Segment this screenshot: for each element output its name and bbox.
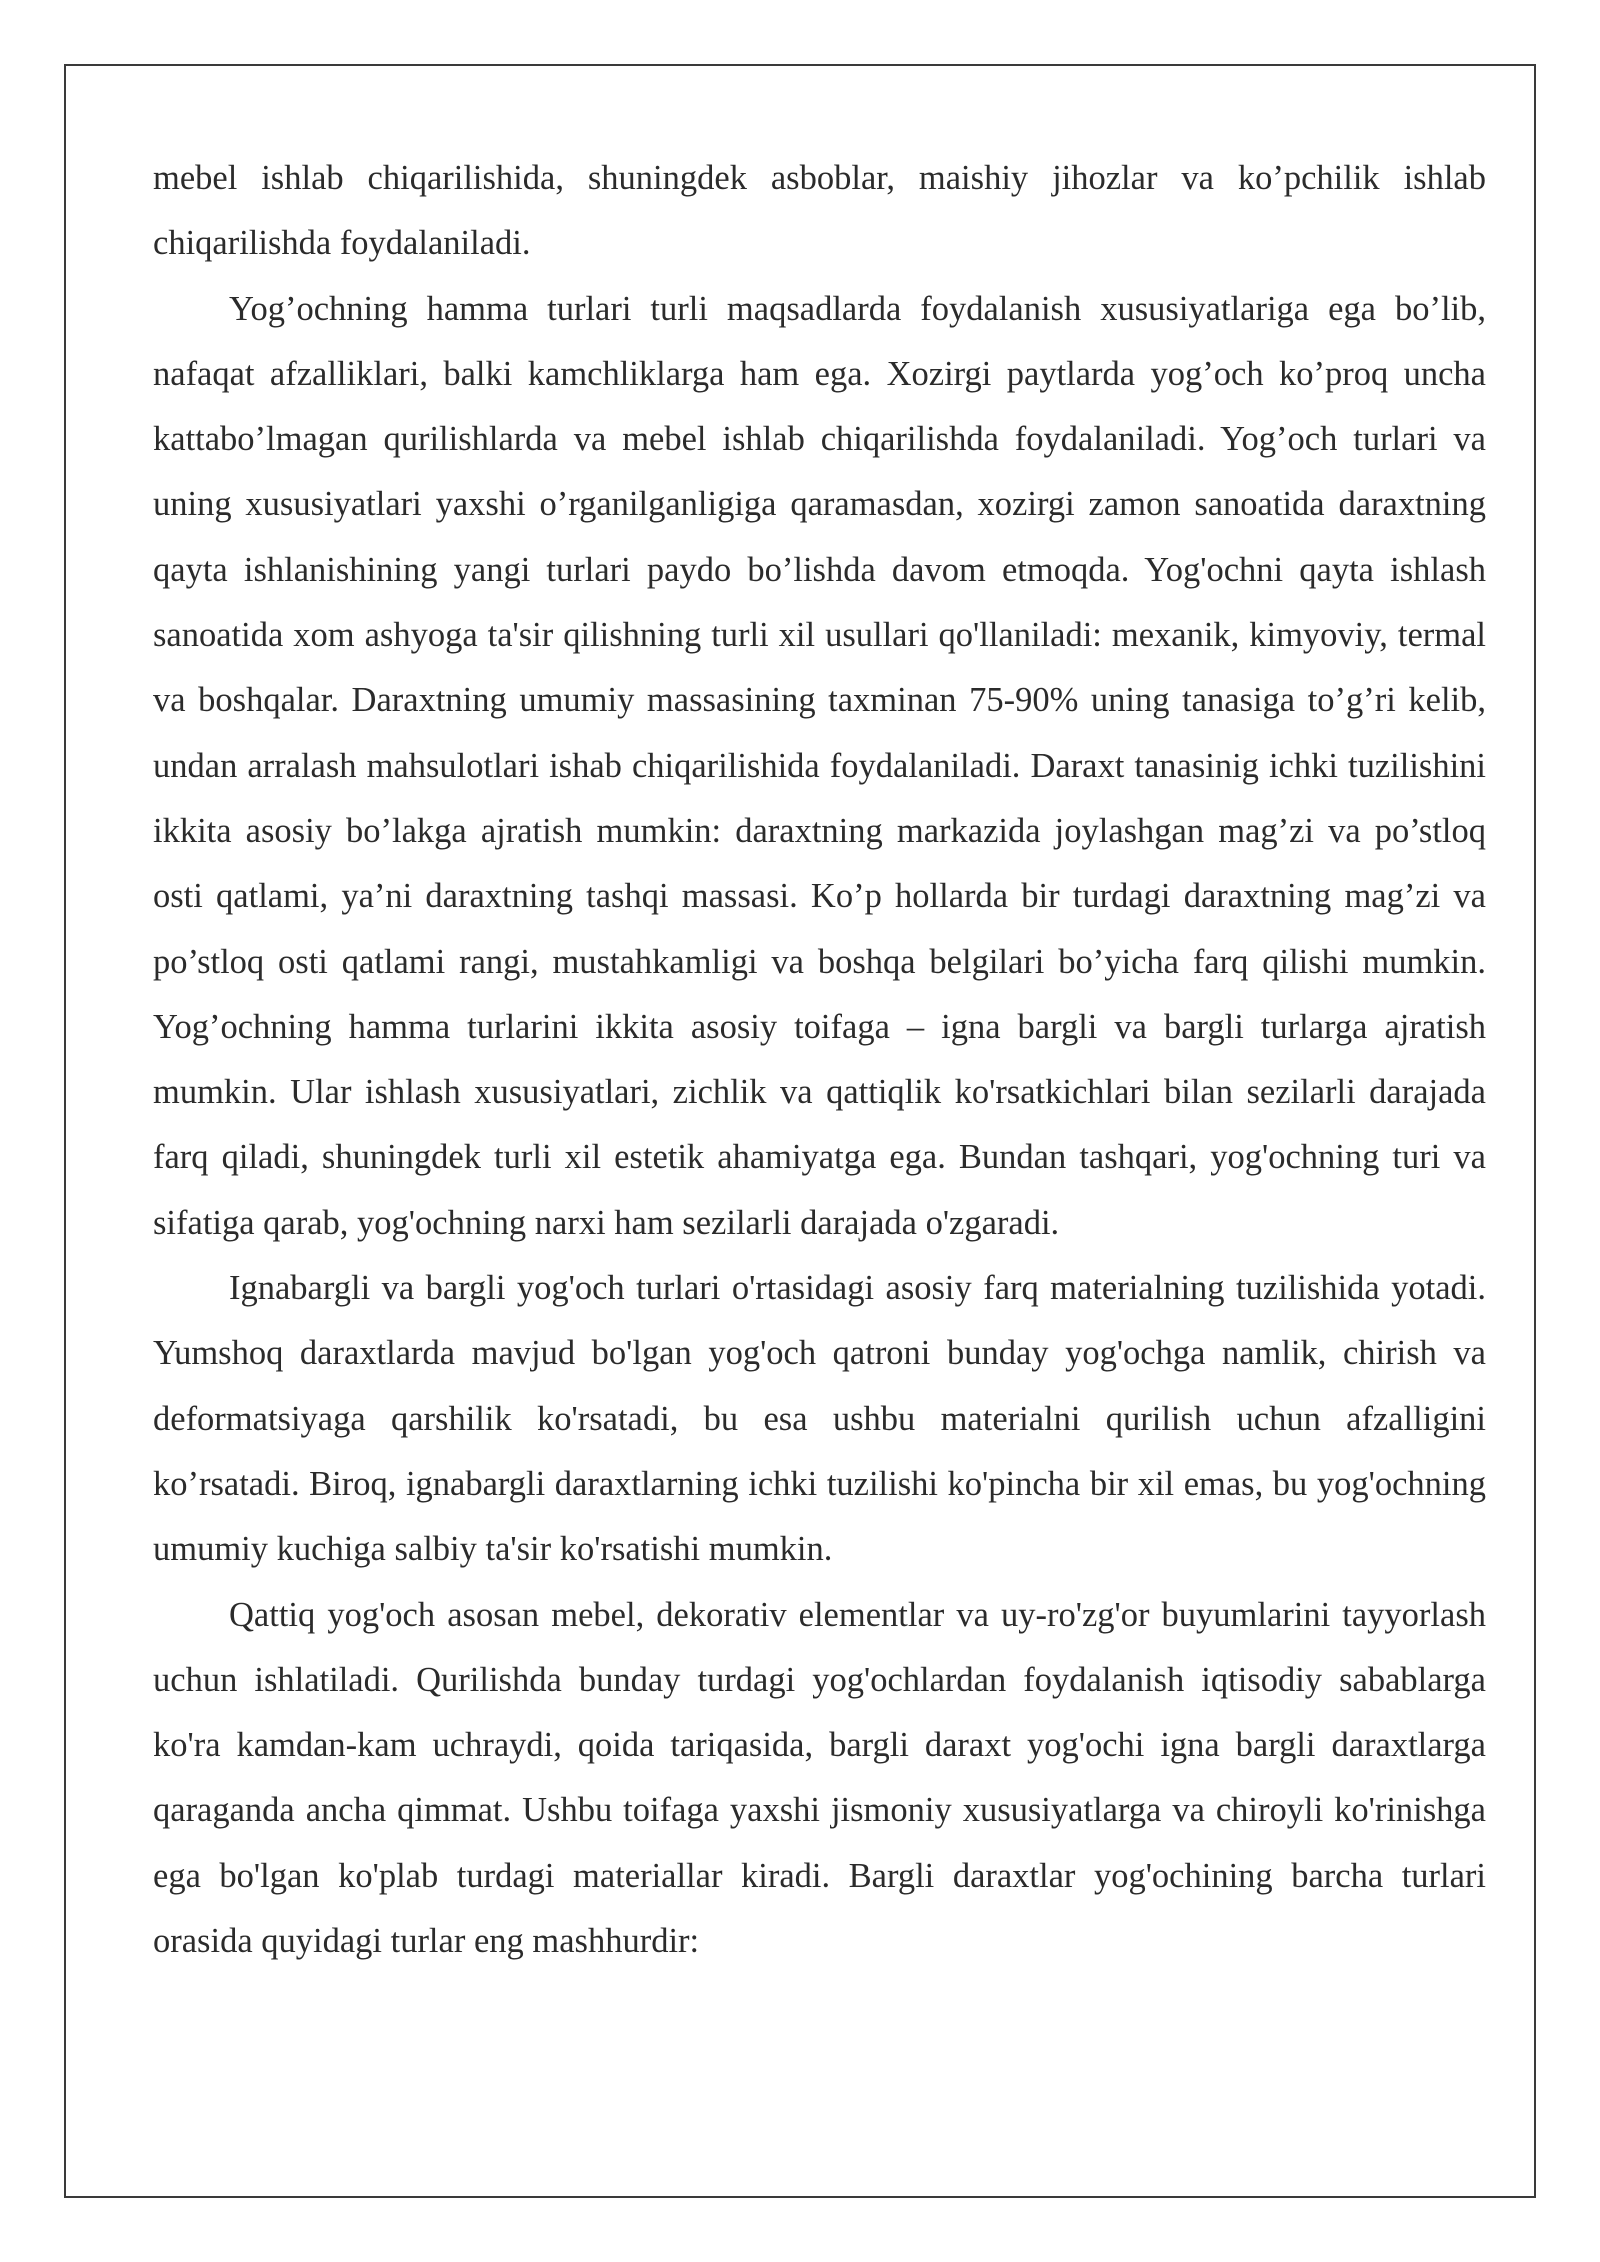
paragraph-4: Qattiq yog'och asosan mebel, dekorativ elementlar va uy-ro'zg'or buyumlarini tayyorlash uchun ishlatiladi. Qurilishda bunday turdagi yog'ochlardan foydalanish iqtisodiy sabablarga ko'ra kamdan-kam uchraydi, qoida tariqasida, bargli daraxt yog'ochi igna bargli daraxtlarga qaraganda ancha qimmat. Ushbu toifaga yaxshi jismoniy xususiyatlarga va chiroyli ko'rinishga ega bo'lgan ko'plab turdagi materiallar kiradi. Bargli daraxtlar yog'ochining barcha turlari orasida quyidagi turlar eng mashhurdir:: [153, 1595, 1486, 1961]
document-body: [153, 146, 1486, 1974]
paragraph-2: Yog’ochning hamma turlari turli maqsadlarda foydalanish xususiyatlariga ega bo’lib, nafaqat afzalliklari, balki kamchliklarga ham ega. Xozirgi paytlarda yog’och ko’proq uncha kattabo’lmagan qurilishlarda va mebel ishlab chiqarilishda foydalaniladi. Yog’och turlari va uning xususiyatlari yaxshi o’rganilganligiga qaramasdan, xozirgi zamon sanoatida daraxtning qayta ishlanishining yangi turlari paydo bo’lishda davom etmoqda. Yog'ochni qayta ishlash sanoatida xom ashyoga ta'sir qilishning turli xil usullari qo'llaniladi: mexanik, kimyoviy, termal va boshqalar. Daraxtning umumiy massasining taxminan 75-90% uning tanasiga to’g’ri kelib, undan arralash mahsulotlari ishab chiqarilishida foydalaniladi. Daraxt tanasinig ichki tuzilishini ikkita asosiy bo’lakga ajratish mumkin: daraxtning markazida joylashgan mag’zi va po’stloq osti qatlami, ya’ni daraxtning tashqi massasi. Ko’p hollarda bir turdagi daraxtning mag’zi va po’stloq osti qatlami rangi, mustahkamligi va boshqa belgilari bo’yicha farq qilishi mumkin. Yog’ochning hamma turlarini ikkita asosiy toifaga – igna bargli va bargli turlarga ajratish mumkin. Ular ishlash xususiyatlari, zichlik va qattiqlik ko'rsatkichlari bilan sezilarli darajada farq qiladi, shuningdek turli xil estetik ahamiyatga ega. Bundan tashqari, yog'ochning turi va sifatiga qarab, yog'ochning narxi ham sezilarli darajada o'zgaradi.: [153, 289, 1486, 1242]
paragraph-1: mebel ishlab chiqarilishida, shuningdek asboblar, maishiy jihozlar va ko’pchilik ishlab chiqarilishda foydalaniladi.: [153, 159, 1486, 263]
paragraph-3: Ignabargli va bargli yog'och turlari o'rtasidagi asosiy farq materialning tuzilishida yotadi. Yumshoq daraxtlarda mavjud bo'lgan yog'och qatroni bunday yog'ochga namlik, chirish va deformatsiyaga qarshilik ko'rsatadi, bu esa ushbu materialni qurilish uchun afzalligini ko’rsatadi. Biroq, ignabargli daraxtlarning ichki tuzilishi ko'pincha bir xil emas, bu yog'ochning umumiy kuchiga salbiy ta'sir ko'rsatishi mumkin.: [153, 1269, 1486, 1569]
